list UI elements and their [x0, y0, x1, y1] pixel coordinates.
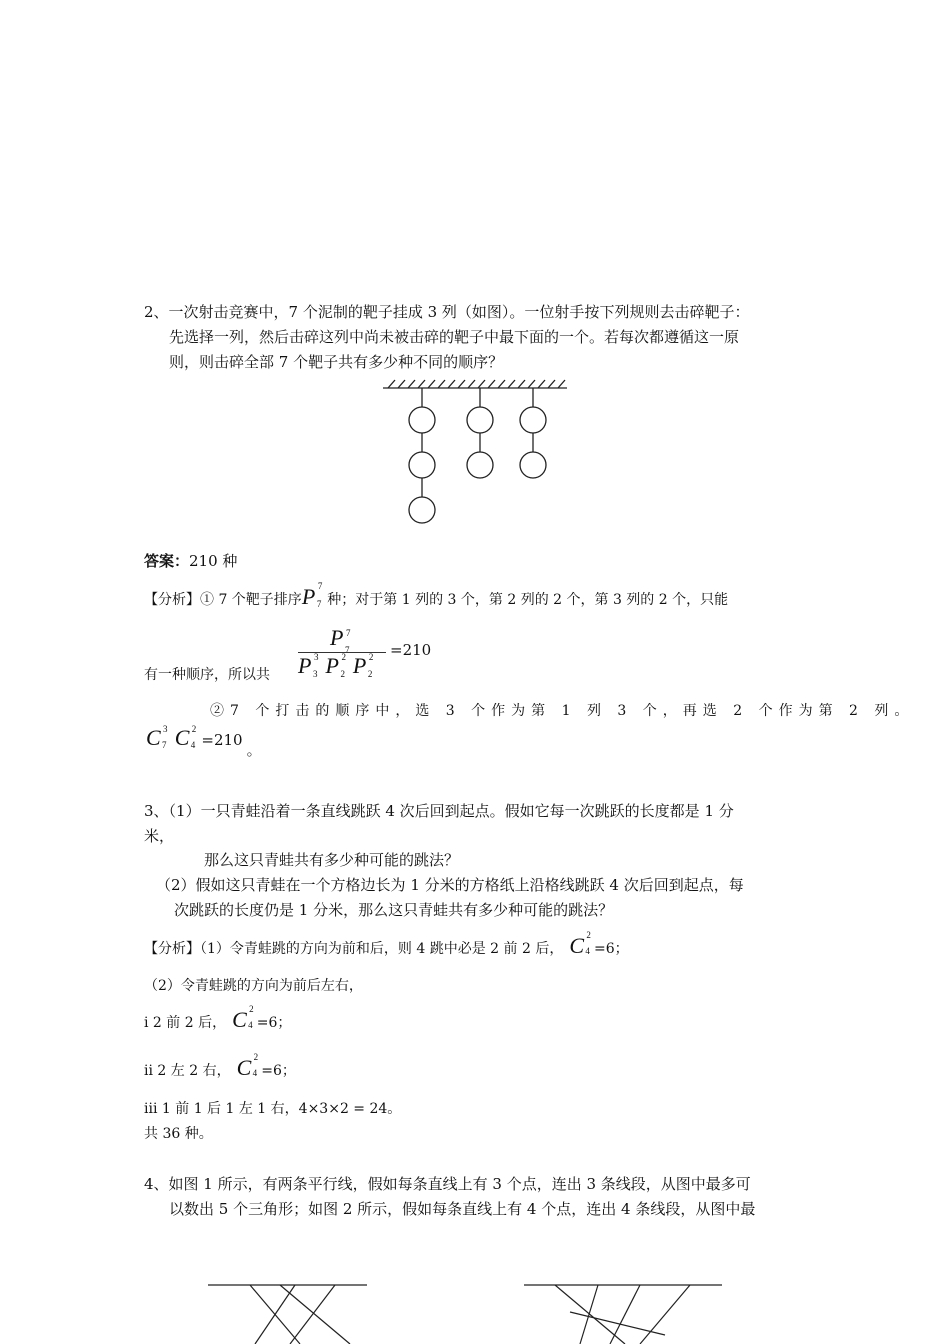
q3-analysis-line-1: 【分析】（1）令青蛙跳的方向为前和后，则 4 跳中必是 2 前 2 后， C 2 4 =6；: [144, 930, 629, 958]
fraction-denominator: P 3 3 P 2 2 P 2 2: [298, 652, 374, 679]
q2-analysis-line-3: ②7 个打击的顺序中，选 3 个作为第 1 列 3 个，再选 2 个作为第 2 列。: [210, 703, 915, 719]
target: [409, 407, 435, 433]
q3-line-3: 那么这只青蛙共有多少种可能的跳法？: [204, 851, 460, 869]
q3-line-5: 次跳跃的长度仍是 1 分米，那么这只青蛙共有多少种可能的跳法？: [174, 901, 614, 919]
comb-c42: C 2 4: [174, 724, 197, 750]
figure-2: [524, 1285, 722, 1344]
q2-analysis-line-2: 有一种顺序，所以共: [144, 667, 270, 683]
analysis-text: 【分析】① 7 个靶子排序: [144, 592, 302, 608]
answer-label: 答案：: [144, 552, 190, 570]
target: [467, 452, 493, 478]
target: [409, 497, 435, 523]
target: [409, 452, 435, 478]
q3-line-4: （2）假如这只青蛙在一个方格边长为 1 分米的方格纸上沿格线跳跃 4 次后回到起点，每: [156, 876, 744, 894]
target: [520, 407, 546, 433]
answer: [144, 551, 237, 571]
target: [467, 407, 493, 433]
q2-line-3: 则，则击碎全部 7 个靶子共有多少种不同的顺序？: [169, 353, 504, 371]
comb-c42: C 2 4: [236, 1052, 259, 1080]
q4-line-1: 4、如图 1 所示，有两条平行线，假如每条直线上有 3 个点，连出 3 条线段，从图中最多可: [144, 1175, 751, 1193]
ceiling-hatch: [388, 380, 565, 388]
q2-line-1: 2、一次射击竞赛中，7 个泥制的靶子挂成 3 列（如图）。一位射手按下列规则去击碎靶子：: [144, 303, 750, 321]
q2-analysis-line-1: [144, 581, 729, 610]
q3-case-iii: iii 1 前 1 后 1 左 1 右，4×3×2 = 24。: [144, 1101, 402, 1117]
answer-value: 210 种: [189, 552, 238, 570]
q2-line-2: 先选择一列，然后击碎这列中尚未被击碎的靶子中最下面的一个。若每次都遵循这一原: [169, 328, 740, 346]
q3-line-1: 3、（1）一只青蛙沿着一条直线跳跃 4 次后回到起点。假如它每一次跳跃的长度都是 1 分: [144, 802, 734, 820]
fraction-numerator: P 7 7: [330, 625, 351, 655]
analysis-text: 种；对于第 1 列的 3 个，第 2 列的 2 个，第 3 列的 2 个，只能: [327, 592, 729, 608]
comb-c42: C 2 4: [232, 1004, 254, 1032]
fraction-result: =210: [390, 641, 432, 659]
figure-1: [208, 1285, 367, 1344]
q3-case-i: i 2 前 2 后， C 2 4 =6；: [144, 1004, 292, 1032]
q2-analysis-line-4: C 3 7 C 2 4 =210。: [146, 724, 262, 759]
q4-line-2: 以数出 5 个三角形；如图 2 所示，假如每条直线上有 4 个点，连出 4 条线段，从图中最: [169, 1200, 756, 1218]
q3-line-2: 米，: [144, 827, 175, 845]
q3-analysis-line-2: （2）令青蛙跳的方向为前后左右，: [144, 978, 363, 994]
target: [520, 452, 546, 478]
comb-c73: C 3 7: [146, 724, 168, 750]
perm-p77: P 7 7: [301, 581, 323, 609]
q3-case-ii: ii 2 左 2 右， C 2 4 =6；: [144, 1052, 296, 1080]
comb-c42: C 2 4: [569, 930, 591, 958]
q3-total: 共 36 种。: [144, 1126, 213, 1142]
